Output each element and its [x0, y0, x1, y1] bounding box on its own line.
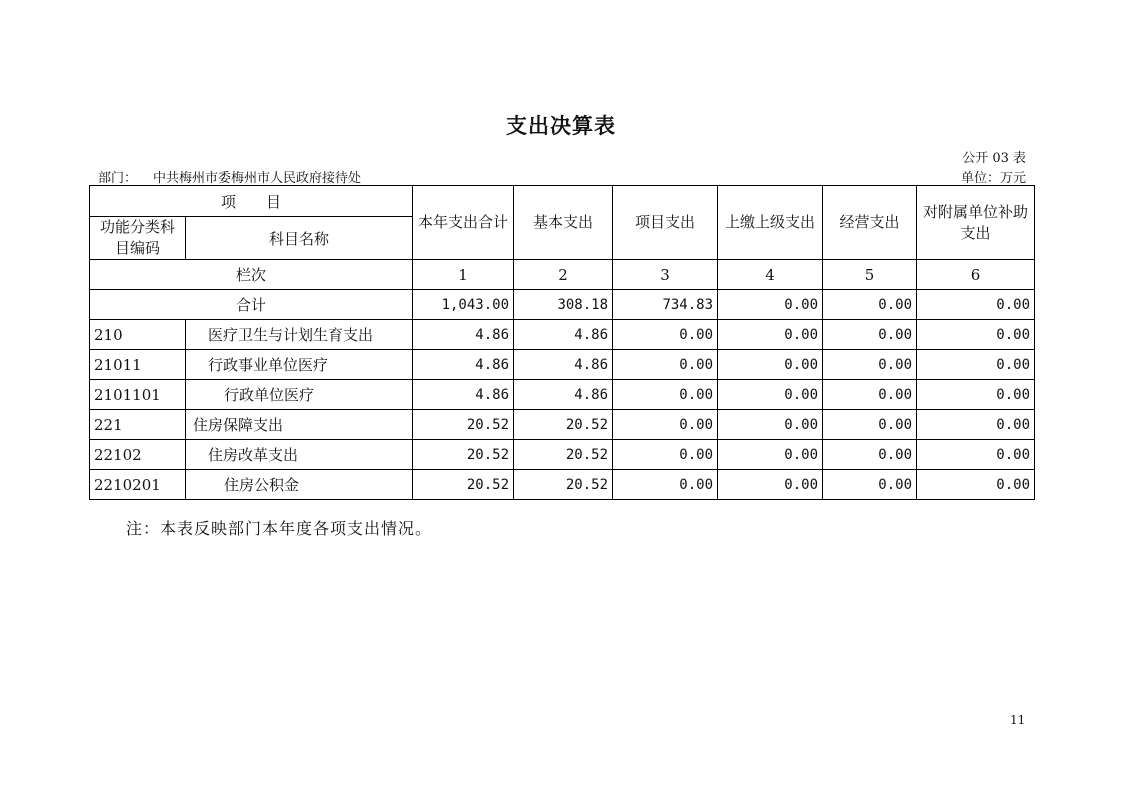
expenditure-table [89, 185, 1035, 500]
row-value: 0.00 [718, 350, 823, 380]
row-value: 20.52 [514, 410, 613, 440]
total-value: 734.83 [613, 290, 718, 320]
column-index-cell: 3 [613, 260, 718, 290]
row-value: 0.00 [823, 440, 917, 470]
table-row [90, 350, 1035, 380]
row-code: 2210201 [90, 470, 186, 500]
row-value: 0.00 [613, 350, 718, 380]
row-code: 2101101 [90, 380, 186, 410]
page-title: 支出决算表 [506, 113, 616, 138]
row-name: 医疗卫生与计划生育支出 [186, 320, 413, 350]
column-index-row [90, 260, 1035, 290]
row-value: 0.00 [917, 380, 1035, 410]
row-code: 21011 [90, 350, 186, 380]
column-index-cell: 1 [413, 260, 514, 290]
header-basic: 基本支出 [514, 186, 613, 260]
table-row [90, 380, 1035, 410]
row-value: 0.00 [917, 320, 1035, 350]
row-name: 行政事业单位医疗 [186, 350, 413, 380]
total-row [90, 290, 1035, 320]
row-value: 0.00 [718, 440, 823, 470]
column-index-cell: 4 [718, 260, 823, 290]
row-value: 0.00 [613, 380, 718, 410]
department-name: 中共梅州市委梅州市人民政府接待处 [153, 171, 362, 186]
form-number: 公开 03 表 [962, 151, 1026, 166]
row-value: 0.00 [718, 410, 823, 440]
header-row-1 [90, 186, 1035, 217]
row-value: 0.00 [823, 320, 917, 350]
header-upper: 上缴上级支出 [718, 186, 823, 260]
row-value: 4.86 [413, 350, 514, 380]
column-index-label: 栏次 [90, 260, 413, 290]
row-name: 住房改革支出 [186, 440, 413, 470]
table-row [90, 320, 1035, 350]
row-code: 221 [90, 410, 186, 440]
department-line [98, 167, 361, 186]
row-value: 0.00 [917, 410, 1035, 440]
row-value: 20.52 [413, 470, 514, 500]
row-value: 4.86 [514, 380, 613, 410]
row-value: 0.00 [613, 470, 718, 500]
unit-label: 单位：万元 [960, 171, 1026, 186]
total-value: 0.00 [823, 290, 917, 320]
row-code: 210 [90, 320, 186, 350]
total-value: 0.00 [718, 290, 823, 320]
header-func-code: 功能分类科目编码 [90, 217, 186, 260]
row-value: 0.00 [718, 380, 823, 410]
row-value: 0.00 [823, 380, 917, 410]
row-name: 住房保障支出 [186, 410, 413, 440]
row-value: 4.86 [514, 320, 613, 350]
header-subject-name: 科目名称 [186, 217, 413, 260]
row-value: 0.00 [823, 470, 917, 500]
total-value: 308.18 [514, 290, 613, 320]
table-row [90, 440, 1035, 470]
total-value: 0.00 [917, 290, 1035, 320]
row-value: 0.00 [917, 470, 1035, 500]
row-value: 0.00 [613, 440, 718, 470]
row-value: 0.00 [613, 320, 718, 350]
row-value: 20.52 [514, 440, 613, 470]
header-item: 项 目 [90, 186, 413, 217]
row-value: 0.00 [718, 470, 823, 500]
row-name: 行政单位医疗 [186, 380, 413, 410]
row-name: 住房公积金 [186, 470, 413, 500]
header-total: 本年支出合计 [413, 186, 514, 260]
page-number: 11 [1010, 713, 1026, 727]
column-index-cell: 6 [917, 260, 1035, 290]
row-value: 0.00 [613, 410, 718, 440]
total-value: 1,043.00 [413, 290, 514, 320]
footnote: 注：本表反映部门本年度各项支出情况。 [126, 519, 433, 538]
row-code: 22102 [90, 440, 186, 470]
header-subsidy: 对附属单位补助支出 [917, 186, 1035, 260]
row-value: 0.00 [823, 410, 917, 440]
header-business: 经营支出 [823, 186, 917, 260]
header-project: 项目支出 [613, 186, 718, 260]
row-value: 0.00 [917, 440, 1035, 470]
row-value: 4.86 [413, 380, 514, 410]
total-label: 合计 [90, 290, 413, 320]
row-value: 20.52 [413, 440, 514, 470]
row-value: 0.00 [718, 320, 823, 350]
table-row [90, 470, 1035, 500]
row-value: 20.52 [413, 410, 514, 440]
department-label: 部门： [98, 171, 138, 186]
row-value: 4.86 [413, 320, 514, 350]
column-index-cell: 2 [514, 260, 613, 290]
row-value: 4.86 [514, 350, 613, 380]
row-value: 0.00 [823, 350, 917, 380]
table-row [90, 410, 1035, 440]
column-index-cell: 5 [823, 260, 917, 290]
row-value: 0.00 [917, 350, 1035, 380]
row-value: 20.52 [514, 470, 613, 500]
